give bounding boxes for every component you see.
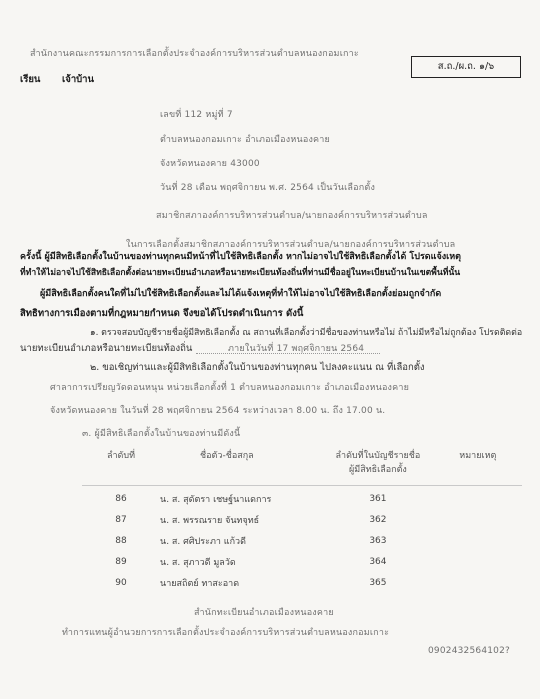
- row-list-no: 364: [369, 556, 387, 567]
- row-note: [429, 509, 540, 530]
- body-line-1: ในการเลือกตั้งสมาชิกสภาองค์การบริหารส่วนตำบล/นายกองค์การบริหารส่วนตำบล: [126, 240, 456, 250]
- footer-office: สำนักทะเบียนอำเภอเมืองหนองคาย: [194, 608, 334, 618]
- header-list-no-1: ลำดับที่ในบัญชีรายชื่อ: [335, 451, 421, 461]
- table-row: [82, 572, 540, 593]
- row-name: น. ส. สุภาวดี มูลวัด: [160, 557, 236, 568]
- header-no: ลำดับที่: [106, 451, 136, 461]
- address-subdistrict: ตำบลหนองกอมเกาะ อำเภอเมืองหนองคาย: [160, 135, 330, 145]
- row-list-no: 361: [369, 493, 387, 504]
- body-line-4: ผู้มีสิทธิเลือกตั้งคนใดที่ไม่ไปใช้สิทธิเลือกตั้งและไม่ได้แจ้งเหตุที่ทำให้ไม่อาจไปใช้สิทธิเลือกตั้งย่อมถูกจำกัด: [40, 289, 442, 299]
- header-note: หมายเหตุ: [459, 451, 497, 461]
- table-row: [82, 509, 540, 530]
- salutation-value: เจ้าบ้าน: [62, 74, 95, 85]
- row-note: [429, 488, 540, 509]
- row-no: 90: [115, 577, 127, 588]
- voter-table-header: [82, 448, 540, 488]
- body-line-3: ที่ทำให้ไม่อาจไปใช้สิทธิเลือกตั้งต่อนายทะเบียนอำเภอหรือนายทะเบียนท้องถิ่นที่ท่านมีชื่ออยู่ในทะเบียนบ้านในเขตพื้นที่นั้น: [20, 268, 461, 278]
- row-note: [429, 551, 540, 572]
- row-no: 87: [115, 514, 127, 525]
- item-1-line-a: ๑. ตรวจสอบบัญชีรายชื่อผู้มีสิทธิเลือกตั้ง ณ สถานที่เลือกตั้งว่ามีชื่อของท่านหรือไม่ ถ้าไม่มีหรือไม่ถูกต้อง โปรดติดต่อ: [90, 328, 523, 338]
- row-no: 86: [115, 493, 127, 504]
- table-row: [82, 530, 540, 551]
- row-name: น. ส. พรรณราย จันทจุทธ์: [160, 515, 260, 526]
- header-name: ชื่อตัว-ชื่อสกุล: [200, 451, 254, 461]
- body-line-2: ครั้งนี้ ผู้มีสิทธิเลือกตั้งในบ้านของท่านทุกคนมีหน้าที่ไปใช้สิทธิเลือกตั้ง หากไม่อาจไปใช้สิทธิเลือกตั้งได้ โปรดแจ้งเหตุ: [20, 252, 461, 262]
- row-note: [429, 530, 540, 551]
- address-province: จังหวัดหนองคาย 43000: [160, 159, 260, 169]
- row-no: 88: [115, 535, 127, 546]
- row-name: น. ส. สุดัตรา เชษฐ์นาแดการ: [160, 494, 272, 505]
- row-list-no: 362: [369, 514, 387, 525]
- salutation-label: เรียน: [20, 74, 41, 85]
- table-caption: ๓. ผู้มีสิทธิเลือกตั้งในบ้านของท่านมีดังนี้: [82, 429, 241, 439]
- venue-line-2: จังหวัดหนองคาย ในวันที่ 28 พฤศจิกายน 2564 ระหว่างเวลา 8.00 น. ถึง 17.00 น.: [50, 406, 386, 416]
- office-header: สำนักงานคณะกรรมการการเลือกตั้งประจำองค์การบริหารส่วนตำบลหนองกอมเกาะ: [30, 49, 359, 59]
- address-house: เลขที่ 112 หมู่ที่ 7: [160, 110, 233, 120]
- row-list-no: 363: [369, 535, 387, 546]
- venue-line-1: ศาลาการเปรียญวัดดอนหนุน หน่วยเลือกตั้งที่ 1 ตำบลหนองกอมเกาะ อำเภอเมืองหนองคาย: [50, 383, 410, 393]
- row-list-no: 365: [369, 577, 387, 588]
- table-row: [82, 551, 540, 572]
- item-1-line-b: นายทะเบียนอำเภอหรือนายทะเบียนท้องถิ่น: [20, 343, 193, 354]
- voter-table: [82, 448, 540, 593]
- election-type: สมาชิกสภาองค์การบริหารส่วนตำบล/นายกองค์การบริหารส่วนตำบล: [156, 211, 428, 221]
- header-list-no-2: ผู้มีสิทธิเลือกตั้ง: [349, 465, 407, 475]
- body-line-5: สิทธิทางการเมืองตามที่กฎหมายกำหนด จึงขอได้โปรดดำเนินการ ดังนี้: [20, 308, 304, 319]
- item-2: ๒. ขอเชิญท่านและผู้มีสิทธิเลือกตั้งในบ้านของท่านทุกคน ไปลงคะแนน ณ ที่เลือกตั้ง: [90, 362, 425, 373]
- header-list-no: [327, 448, 430, 488]
- election-date: วันที่ 28 เดือน พฤศจิกายน พ.ศ. 2564 เป็นวันเลือกตั้ง: [160, 183, 376, 193]
- table-row: [82, 488, 540, 509]
- row-name: น. ส. ศศิประภา แก้วดี: [160, 536, 246, 547]
- row-note: [429, 572, 540, 593]
- table-header-rule: [82, 485, 522, 486]
- row-no: 89: [115, 556, 127, 567]
- footer-phone: 0902432564102?: [428, 646, 511, 656]
- row-name: นายสถิตย์ ทาสะอาด: [160, 578, 240, 589]
- item-1-dotted-line: [196, 353, 380, 354]
- form-code-box: ส.ถ./ผ.ถ. ๑/๖: [411, 56, 521, 78]
- footer-acting: ทำการแทนผู้อำนวยการการเลือกตั้งประจำองค์การบริหารส่วนตำบลหนองกอมเกาะ: [62, 628, 390, 638]
- item-1-deadline: ภายในวันที่ 17 พฤศจิกายน 2564: [228, 344, 365, 354]
